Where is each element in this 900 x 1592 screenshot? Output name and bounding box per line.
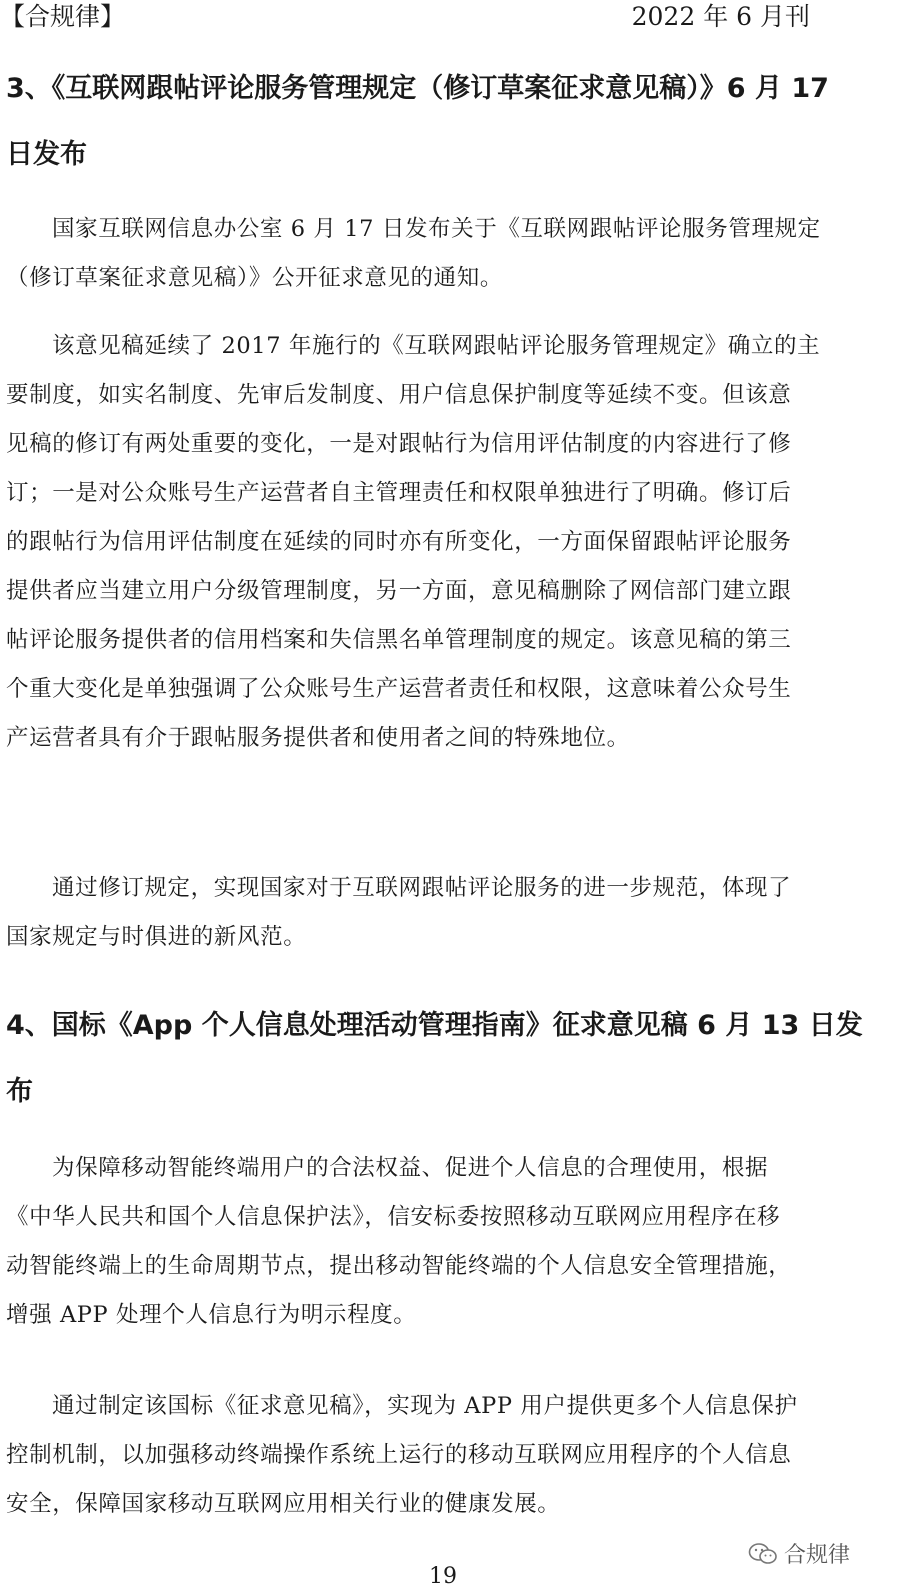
section-4-paragraph-2 [6,1382,886,1529]
paragraph-line: 见稿的修订有两处重要的变化，一是对跟帖行为信用评估制度的内容进行了修 [6,431,792,457]
header-publication-name: 【合规律】 [0,2,126,31]
heading-line: 3、《互联网跟帖评论服务管理规定（修订草案征求意见稿）》6 月 17 [6,73,829,104]
paragraph-line: 要制度，如实名制度、先审后发制度、用户信息保护制度等延续不变。但该意 [6,382,792,408]
paragraph-line: 控制机制，以加强移动终端操作系统上运行的移动互联网应用程序的个人信息 [6,1442,792,1468]
heading-line: 布 [6,1076,33,1107]
heading-line: 日发布 [6,139,87,170]
wechat-icon [748,1542,778,1566]
paragraph-line: 国家规定与时俱进的新风范。 [6,924,307,950]
paragraph-line: 《中华人民共和国个人信息保护法》，信安标委按照移动互联网应用程序在移 [6,1204,781,1230]
heading-line: 4、国标《App 个人信息处理活动管理指南》征求意见稿 6 月 13 日发 [6,1010,863,1041]
section-3-heading [6,56,892,188]
section-3-paragraph-1 [6,205,886,303]
header-issue-date: 2022 年 6 月刊 [631,2,810,31]
paragraph-line: 提供者应当建立用户分级管理制度，另一方面，意见稿删除了网信部门建立跟 [6,578,792,604]
watermark-label: 合规律 [784,1543,851,1568]
paragraph-line: 帖评论服务提供者的信用档案和失信黑名单管理制度的规定。该意见稿的第三 [6,627,792,653]
section-4-heading [6,993,892,1125]
paragraph-line: 通过修订规定，实现国家对于互联网跟帖评论服务的进一步规范，体现了 [52,875,792,901]
page-number: 19 [429,1564,457,1589]
paragraph-line: 通过制定该国标《征求意见稿》，实现为 APP 用户提供更多个人信息保护 [52,1393,798,1419]
section-4-paragraph-1 [6,1144,886,1340]
paragraph-line: （修订草案征求意见稿）》公开征求意见的通知。 [6,265,503,291]
paragraph-line: 的跟帖行为信用评估制度在延续的同时亦有所变化，一方面保留跟帖评论服务 [6,529,792,555]
section-3-paragraph-2 [6,322,886,763]
paragraph-line: 订；一是对公众账号生产运营者自主管理责任和权限单独进行了明确。修订后 [6,480,792,506]
paragraph-line: 产运营者具有介于跟帖服务提供者和使用者之间的特殊地位。 [6,725,630,751]
paragraph-line: 国家互联网信息办公室 6 月 17 日发布关于《互联网跟帖评论服务管理规定 [52,216,821,242]
paragraph-line: 个重大变化是单独强调了公众账号生产运营者责任和权限，这意味着公众号生 [6,676,792,702]
paragraph-line: 为保障移动智能终端用户的合法权益、促进个人信息的合理使用，根据 [52,1155,769,1181]
paragraph-line: 增强 APP 处理个人信息行为明示程度。 [6,1302,417,1328]
section-3-paragraph-3 [6,864,886,962]
paragraph-line: 该意见稿延续了 2017 年施行的《互联网跟帖评论服务管理规定》确立的主 [52,333,821,359]
paragraph-line: 安全，保障国家移动互联网应用相关行业的健康发展。 [6,1491,561,1517]
paragraph-line: 动智能终端上的生命周期节点，提出移动智能终端的个人信息安全管理措施， [6,1253,792,1279]
